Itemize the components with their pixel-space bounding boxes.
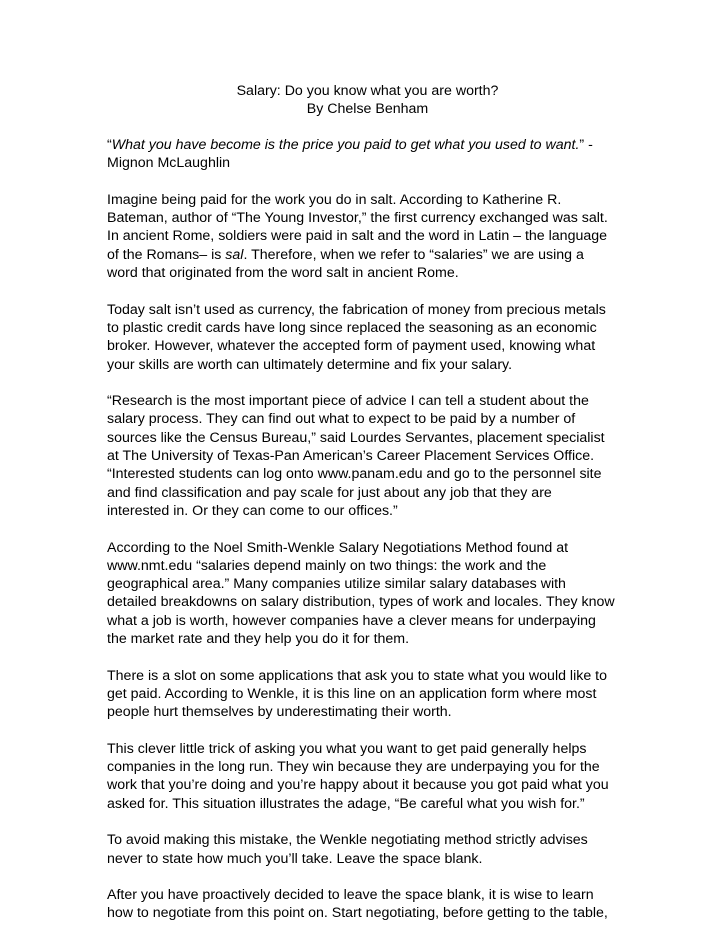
paragraph-6 xyxy=(107,740,628,813)
paragraph-line: the market rate and they help you do it for them. xyxy=(107,631,410,648)
paragraph-line: asked for. This situation illustrates the adage, “Be careful what you wish for.” xyxy=(107,795,585,812)
paragraph-line: get paid. According to Wenkle, it is this line on an application form where most xyxy=(107,685,597,702)
paragraph-1 xyxy=(107,191,628,282)
paragraph-3 xyxy=(107,392,628,520)
paragraph-line: detailed breakdowns on salary distribution, types of work and locales. They know xyxy=(107,594,615,611)
paragraph-text: of the Romans– is xyxy=(107,246,226,263)
paragraph-7 xyxy=(107,831,628,868)
paragraph-line: In ancient Rome, soldiers were paid in salt and the word in Latin – the language xyxy=(107,228,608,245)
epigraph-quote: What you have become is the price you paid to get what you used to want. xyxy=(111,137,580,153)
paragraph-8 xyxy=(107,886,628,923)
paragraph-line: After you have proactively decided to leave the space blank, it is wise to learn xyxy=(107,887,594,904)
paragraph-line: Bateman, author of “The Young Investor,” the first currency exchanged was salt. xyxy=(107,210,608,227)
paragraph-line: people hurt themselves by underestimating their worth. xyxy=(107,704,452,721)
paragraph-line: www.nmt.edu “salaries depend mainly on two things: the work and the xyxy=(107,557,547,574)
paragraph-line: This clever little trick of asking you what you want to get paid generally helps xyxy=(107,740,587,757)
paragraph-line: salary process. They can find out what to expect to be paid by a number of xyxy=(107,411,576,428)
paragraph-line: To avoid making this mistake, the Wenkle negotiating method strictly advises xyxy=(107,832,588,849)
article-header xyxy=(107,82,628,118)
epigraph-open-quote: “ xyxy=(107,137,112,153)
paragraph-line: to plastic credit cards have long since replaced the seasoning as an economic xyxy=(107,319,597,336)
latin-word-sal: sal xyxy=(225,246,244,263)
paragraph-line: According to the Noel Smith-Wenkle Salary Negotiations Method found at xyxy=(107,539,569,556)
paragraph-4 xyxy=(107,539,628,649)
paragraph-line: Today salt isn’t used as currency, the fabrication of money from precious metals xyxy=(107,301,606,318)
paragraph-5 xyxy=(107,667,628,722)
paragraph-line: geographical area.” Many companies utilize similar salary databases with xyxy=(107,576,566,593)
epigraph xyxy=(107,136,628,173)
paragraph-text: . Therefore, when we refer to “salaries” we are using a xyxy=(243,246,584,263)
epigraph-close-quote: ” - xyxy=(579,137,593,153)
paragraph-line: at The University of Texas-Pan American’s Career Placement Services Office. xyxy=(107,448,595,465)
paragraph-line: interested in. Or they can come to our offices.” xyxy=(107,502,398,519)
paragraph-line xyxy=(107,246,628,264)
paragraph-line: your skills are worth can ultimately determine and fix your salary. xyxy=(107,356,513,373)
paragraph-line: sources like the Census Bureau,” said Lourdes Servantes, placement specialist xyxy=(107,429,605,446)
paragraph-line: how to negotiate from this point on. Start negotiating, before getting to the table, xyxy=(107,905,608,922)
paragraph-line: word that originated from the word salt in ancient Rome. xyxy=(107,265,459,282)
article-title: Salary: Do you know what you are worth? xyxy=(236,83,499,99)
paragraph-2 xyxy=(107,301,628,374)
paragraph-line: companies in the long run. They win because they are underpaying you for the xyxy=(107,759,600,776)
paragraph-line: There is a slot on some applications that ask you to state what you would like to xyxy=(107,667,607,684)
paragraph-line: “Research is the most important piece of advice I can tell a student about the xyxy=(107,393,589,410)
paragraph-line: “Interested students can log onto www.panam.edu and go to the personnel site xyxy=(107,466,602,483)
paragraph-line: and find classification and pay scale for just about any job that they are xyxy=(107,484,552,501)
epigraph-author: Mignon McLaughlin xyxy=(107,155,231,172)
paragraph-line: work that you’re doing and you’re happy about it because you got paid what you xyxy=(107,777,609,794)
paragraph-line: what a job is worth, however companies have a clever means for underpaying xyxy=(107,612,596,629)
article-byline: By Chelse Benham xyxy=(306,101,429,117)
paragraph-line: Imagine being paid for the work you do in salt. According to Katherine R. xyxy=(107,191,562,208)
paragraph-line: broker. However, whatever the accepted form of payment used, knowing what xyxy=(107,338,596,355)
paragraph-line: never to state how much you’ll take. Leave the space blank. xyxy=(107,850,483,867)
